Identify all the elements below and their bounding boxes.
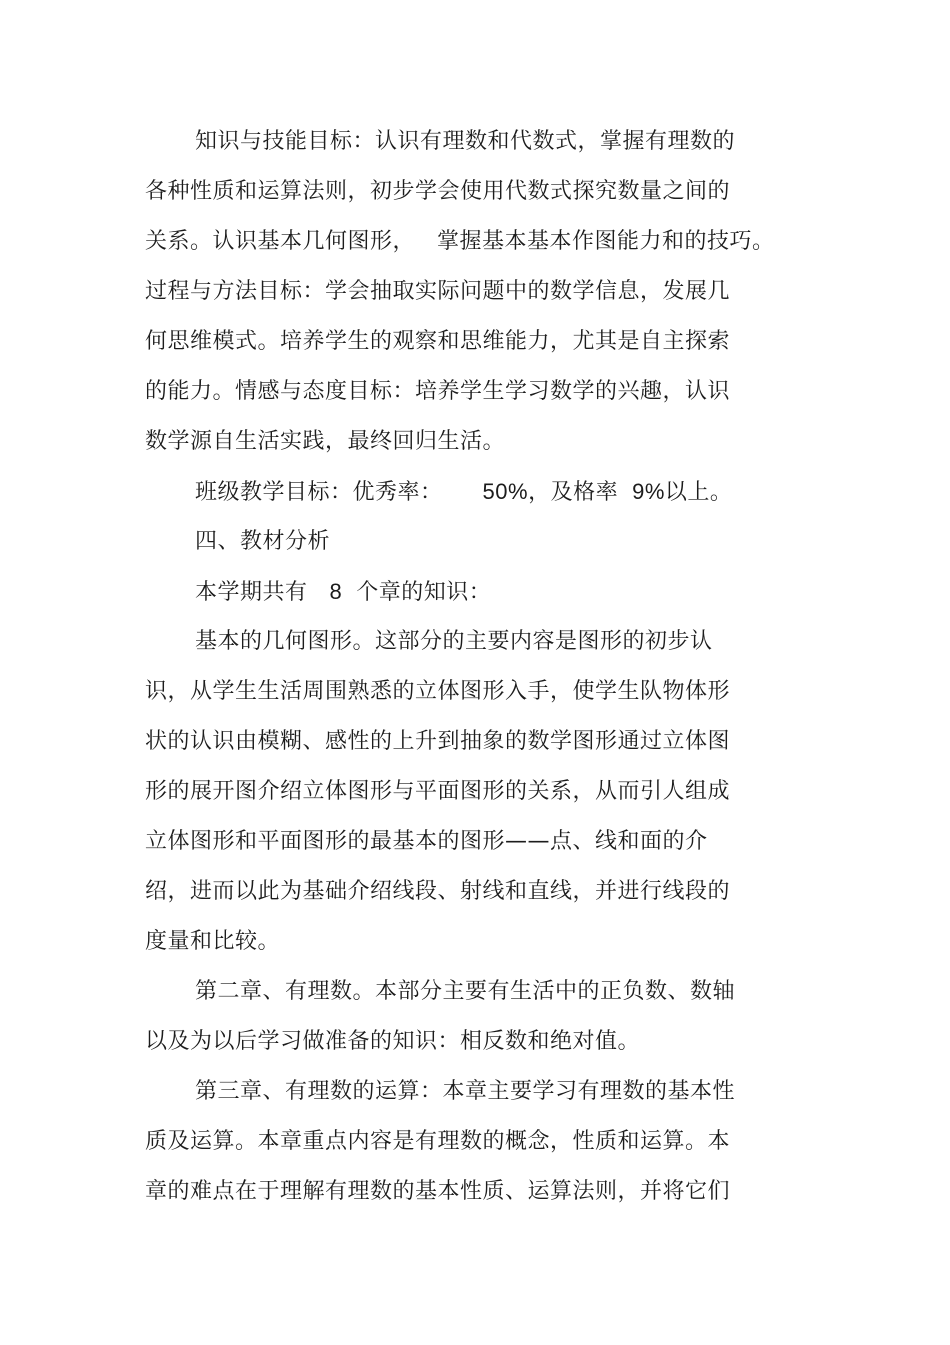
geometry-paragraph-line-1: 基本的几何图形。这部分的主要内容是图形的初步认 bbox=[195, 629, 713, 654]
goal-knowledge-line-2: 各种性质和运算法则，初步学会使用代数式探究数量之间的 bbox=[145, 179, 731, 204]
goal-emotion-line-1: 的能力。情感与态度目标：培养学生学习数学的兴趣，认识 bbox=[145, 379, 731, 404]
class-goal-line bbox=[195, 477, 732, 508]
geometry-recognition-text: 关系。认识基本几何图形， bbox=[145, 229, 416, 254]
section-heading-textbook-analysis: 四、教材分析 bbox=[195, 529, 331, 554]
drawing-skills-text: 掌握基本基本作图能力和的技巧。 bbox=[437, 229, 775, 254]
chapter-three-line-3: 章的难点在于理解有理数的基本性质、运算法则，并将它们 bbox=[145, 1179, 731, 1204]
geometry-paragraph-line-5: 立体图形和平面图形的最基本的图形——点、线和面的介 bbox=[145, 829, 708, 854]
chapter-three-line-2: 质及运算。本章重点内容是有理数的概念，性质和运算。本 bbox=[145, 1129, 731, 1154]
geometry-paragraph-line-6: 绍，进而以此为基础介绍线段、射线和直线，并进行线段的 bbox=[145, 879, 731, 904]
pass-rate-suffix: 以上。 bbox=[664, 480, 733, 505]
geometry-paragraph-line-3: 状的认识由模糊、感性的上升到抽象的数学图形通过立体图 bbox=[145, 729, 731, 754]
geometry-paragraph-line-2: 识，从学生生活周围熟悉的立体图形入手，使学生队物体形 bbox=[145, 679, 731, 704]
geometry-paragraph-line-4: 形的展开图介绍立体图形与平面图形的关系，从而引人组成 bbox=[145, 779, 731, 804]
chapter-two-line-2: 以及为以后学习做准备的知识：相反数和绝对值。 bbox=[145, 1029, 641, 1054]
geometry-paragraph-line-7: 度量和比较。 bbox=[145, 929, 281, 954]
goal-knowledge-line-3 bbox=[145, 227, 775, 257]
goal-process-line-1: 过程与方法目标：学会抽取实际问题中的数学信息，发展几 bbox=[145, 279, 731, 304]
class-goal-label: 班级教学目标：优秀率： bbox=[195, 480, 443, 505]
chapter-three-line-1: 第三章、有理数的运算：本章主要学习有理数的基本性 bbox=[195, 1079, 736, 1104]
excellent-rate-value: 50% bbox=[482, 479, 529, 504]
goal-process-line-2: 何思维模式。培养学生的观察和思维能力，尤其是自主探索 bbox=[145, 329, 731, 354]
chapter-count-prefix: 本学期共有 bbox=[195, 580, 308, 605]
chapter-two-line-1: 第二章、有理数。本部分主要有生活中的正负数、数轴 bbox=[195, 979, 736, 1004]
pass-rate-value: 9% bbox=[632, 479, 665, 504]
goal-knowledge-line-1: 知识与技能目标：认识有理数和代数式，掌握有理数的 bbox=[195, 129, 736, 154]
chapter-count-line bbox=[195, 577, 491, 608]
goal-emotion-line-2: 数学源自生活实践，最终回归生活。 bbox=[145, 429, 506, 454]
chapter-count-suffix: 个章的知识： bbox=[356, 580, 492, 605]
chapter-count-value: 8 bbox=[329, 579, 343, 604]
pass-rate-label: ，及格率 bbox=[528, 480, 619, 505]
